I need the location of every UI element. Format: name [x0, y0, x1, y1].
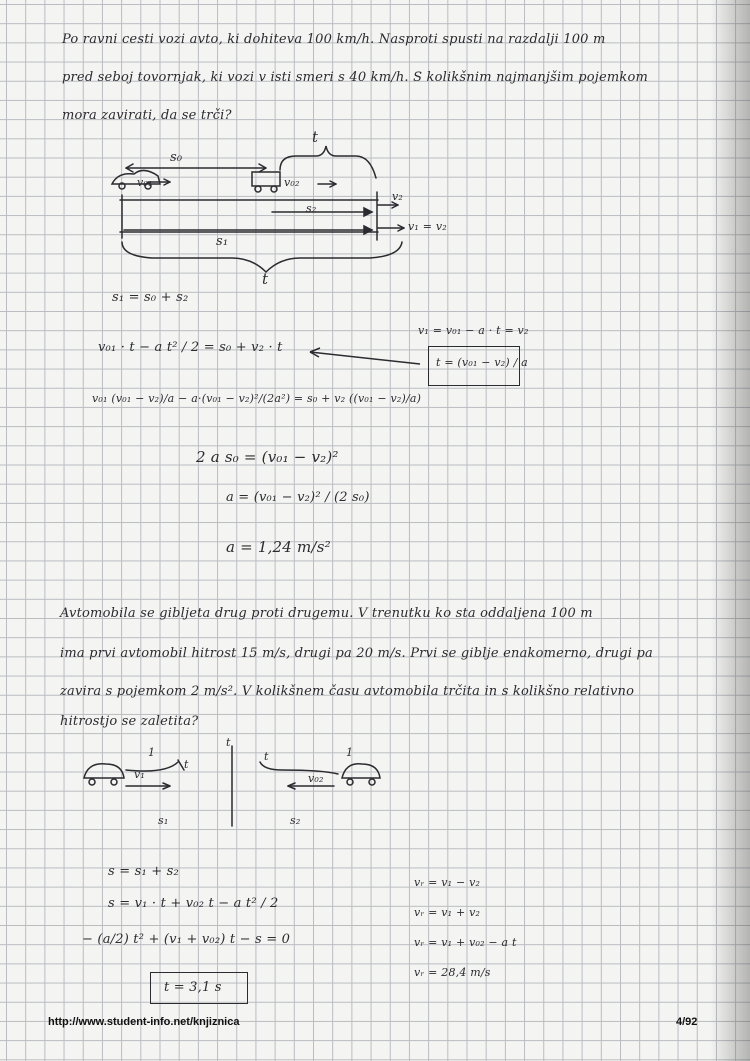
problem2-line-2: ima prvi avtomobil hitrost 15 m/s, drugi pa 20 m/s. Prvi se giblje enakomerno, drugi pa: [60, 646, 653, 661]
p1-side-eq: v₁ = v₀₁ − a · t = v₂: [418, 324, 529, 337]
p1-boxed-eq: t = (v₀₁ − v₂) / a: [436, 356, 528, 369]
footer-url[interactable]: http://www.student-info.net/knjiznica: [48, 1016, 240, 1028]
p1-eq-5: a = (v₀₁ − v₂)² / (2 s₀): [226, 490, 370, 505]
footer-page-number: 4/92: [676, 1016, 698, 1028]
brace-right: [260, 762, 338, 774]
p2-label-t-right: t: [264, 750, 269, 763]
label-v1-eq: v₁ = v₂: [408, 220, 447, 233]
p2-rel-2: vᵣ = v₁ + v₂: [414, 906, 481, 919]
label-s1: s₁: [216, 234, 229, 249]
label-v01: v₀₁: [137, 176, 153, 189]
problem1-line-3: mora zavirati, da se trči?: [62, 108, 232, 123]
car-right-icon: [342, 764, 380, 778]
tick-right: 1: [346, 746, 354, 759]
p2-rel-4: vᵣ = 28,4 m/s: [414, 966, 491, 979]
p2-label-s1: s₁: [158, 814, 169, 827]
problem1-line-1: Po ravni cesti vozi avto, ki dohiteva 100 km/h. Nasproti spusti na razdalji 100 m: [62, 32, 606, 47]
p2-boxed-result: t = 3,1 s: [164, 980, 222, 995]
p1-eq-1: s₁ = s₀ + s₂: [112, 290, 189, 305]
label-v02: v₀₂: [284, 176, 300, 189]
label-t-bottom: t: [262, 270, 269, 288]
p2-label-t-left: t: [184, 758, 189, 771]
problem2-line-4: hitrostjo se zaletita?: [60, 714, 199, 729]
car-left-icon: [84, 764, 124, 778]
label-t-top: t: [312, 128, 319, 146]
problem2-line-1: Avtomobila se gibljeta drug proti drugemu. V trenutku ko sta oddaljena 100 m: [60, 606, 593, 621]
p2-rel-1: vᵣ = v₁ − v₂: [414, 876, 481, 889]
p2-eq-1: s = s₁ + s₂: [108, 864, 179, 879]
label-s2: s₂: [306, 202, 317, 215]
p1-eq-6: a = 1,24 m/s²: [226, 538, 331, 556]
label-v2: v₂: [392, 190, 404, 203]
tick-left: 1: [148, 746, 156, 759]
top-mark: t: [226, 736, 231, 749]
p1-eq-3: v₀₁ (v₀₁ − v₂)/a − a·(v₀₁ − v₂)²/(2a²) = s₀ + v₂ ((v₀₁ − v₂)/a): [92, 392, 422, 405]
p2-rel-3: vᵣ = v₁ + v₀₂ − a t: [414, 936, 517, 949]
p2-label-s2: s₂: [290, 814, 301, 827]
p1-eq-4: 2 a s₀ = (v₀₁ − v₂)²: [196, 448, 339, 466]
p2-label-v1: v₁: [134, 768, 146, 781]
p1-eq-2: v₀₁ · t − a t² / 2 = s₀ + v₂ · t: [98, 340, 283, 355]
label-s0: s₀: [170, 150, 183, 165]
p2-eq-3: − (a/2) t² + (v₁ + v₀₂) t − s = 0: [82, 932, 291, 947]
problem1-line-2: pred seboj tovornjak, ki vozi v isti smeri s 40 km/h. S kolikšnim najmanjšim pojemkom: [62, 70, 649, 85]
p2-label-v02: v₀₂: [308, 772, 324, 785]
problem2-line-3: zavira s pojemkom 2 m/s². V kolikšnem času avtomobila trčita in s kolikšno relativno: [60, 684, 635, 699]
p2-eq-2: s = v₁ · t + v₀₂ t − a t² / 2: [108, 896, 279, 911]
